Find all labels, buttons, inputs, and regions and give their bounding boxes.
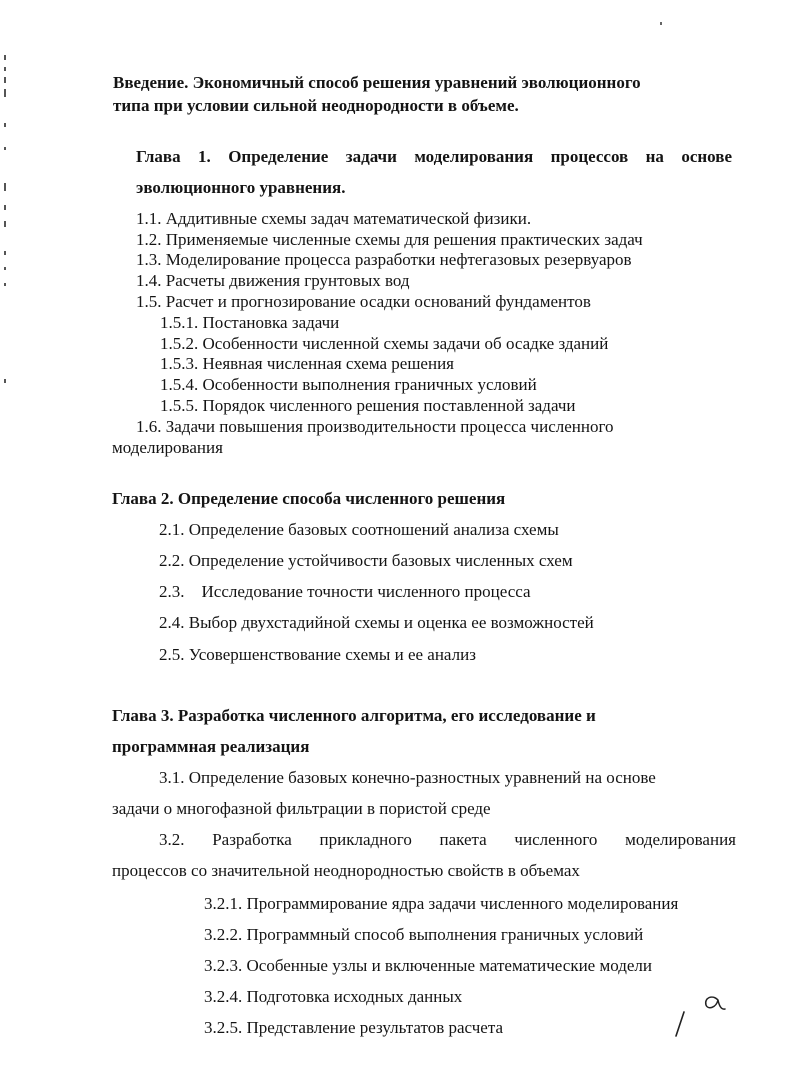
toc-item-3-2-5: 3.2.5. Представление результатов расчета (204, 1018, 504, 1037)
chapter-1-title-line-2: эволюционного уравнения. (136, 178, 346, 197)
toc-item-1-4: 1.4. Расчеты движения грунтовых вод (136, 271, 410, 290)
scan-speck (660, 22, 662, 25)
toc-item-3-1-line-1: 3.1. Определение базовых конечно-разностных уравнений на основе (159, 768, 656, 787)
toc-item-3-2-1: 3.2.1. Программирование ядра задачи численного моделирования (204, 894, 679, 913)
toc-item-1-6-line-1: 1.6. Задачи повышения производительности процесса численного (136, 417, 614, 436)
toc-item-1-5-2: 1.5.2. Особенности численной схемы задачи об осадке зданий (160, 334, 609, 353)
chapter-3-title-line-1: Глава 3. Разработка численного алгоритма, его исследование и (112, 706, 596, 725)
toc-item-1-6-line-2: моделирования (112, 438, 223, 457)
toc-item-2-5: 2.5. Усовершенствование схемы и ее анализ (159, 645, 476, 664)
toc-item-1-5-1: 1.5.1. Постановка задачи (160, 313, 340, 332)
chapter-2-title: Глава 2. Определение способа численного решения (112, 489, 506, 508)
toc-item-3-2-line-2: процессов со значительной неоднородностью свойств в объемах (112, 861, 580, 880)
handwritten-page-number (670, 990, 730, 1040)
toc-item-2-3: 2.3. Исследование точности численного процесса (159, 582, 531, 601)
chapter-1-title-line-1: Глава 1. Определение задачи моделирования процессов на основе (136, 147, 732, 166)
toc-item-3-1-line-2: задачи о многофазной фильтрации в пористой среде (112, 799, 491, 818)
toc-item-2-1: 2.1. Определение базовых соотношений анализа схемы (159, 520, 559, 539)
toc-item-3-2-4: 3.2.4. Подготовка исходных данных (204, 987, 463, 1006)
toc-item-1-1: 1.1. Аддитивные схемы задач математической физики. (136, 209, 532, 228)
intro-title-line-2: типа при условии сильной неоднородности в объеме. (113, 96, 519, 115)
toc-item-1-3: 1.3. Моделирование процесса разработки нефтегазовых резервуаров (136, 250, 632, 269)
toc-item-2-4: 2.4. Выбор двухстадийной схемы и оценка ее возможностей (159, 613, 594, 632)
toc-item-3-2-line-1: 3.2. Разработка прикладного пакета численного моделирования (159, 830, 736, 849)
toc-item-1-5: 1.5. Расчет и прогнозирование осадки оснований фундаментов (136, 292, 591, 311)
toc-item-3-2-3: 3.2.3. Особенные узлы и включенные математические модели (204, 956, 653, 975)
toc-item-1-5-3: 1.5.3. Неявная численная схема решения (160, 354, 454, 373)
toc-item-1-5-4: 1.5.4. Особенности выполнения граничных условий (160, 375, 537, 394)
chapter-3-title-line-2: программная реализация (112, 737, 310, 756)
binding-margin-marks (4, 55, 16, 395)
toc-item-3-2-2: 3.2.2. Программный способ выполнения граничных условий (204, 925, 644, 944)
toc-item-2-2: 2.2. Определение устойчивости базовых численных схем (159, 551, 573, 570)
toc-item-1-5-5: 1.5.5. Порядок численного решения поставленной задачи (160, 396, 576, 415)
toc-item-1-2: 1.2. Применяемые численные схемы для решения практических задач (136, 230, 643, 249)
intro-title-line-1: Введение. Экономичный способ решения уравнений эволюционного (113, 73, 641, 92)
